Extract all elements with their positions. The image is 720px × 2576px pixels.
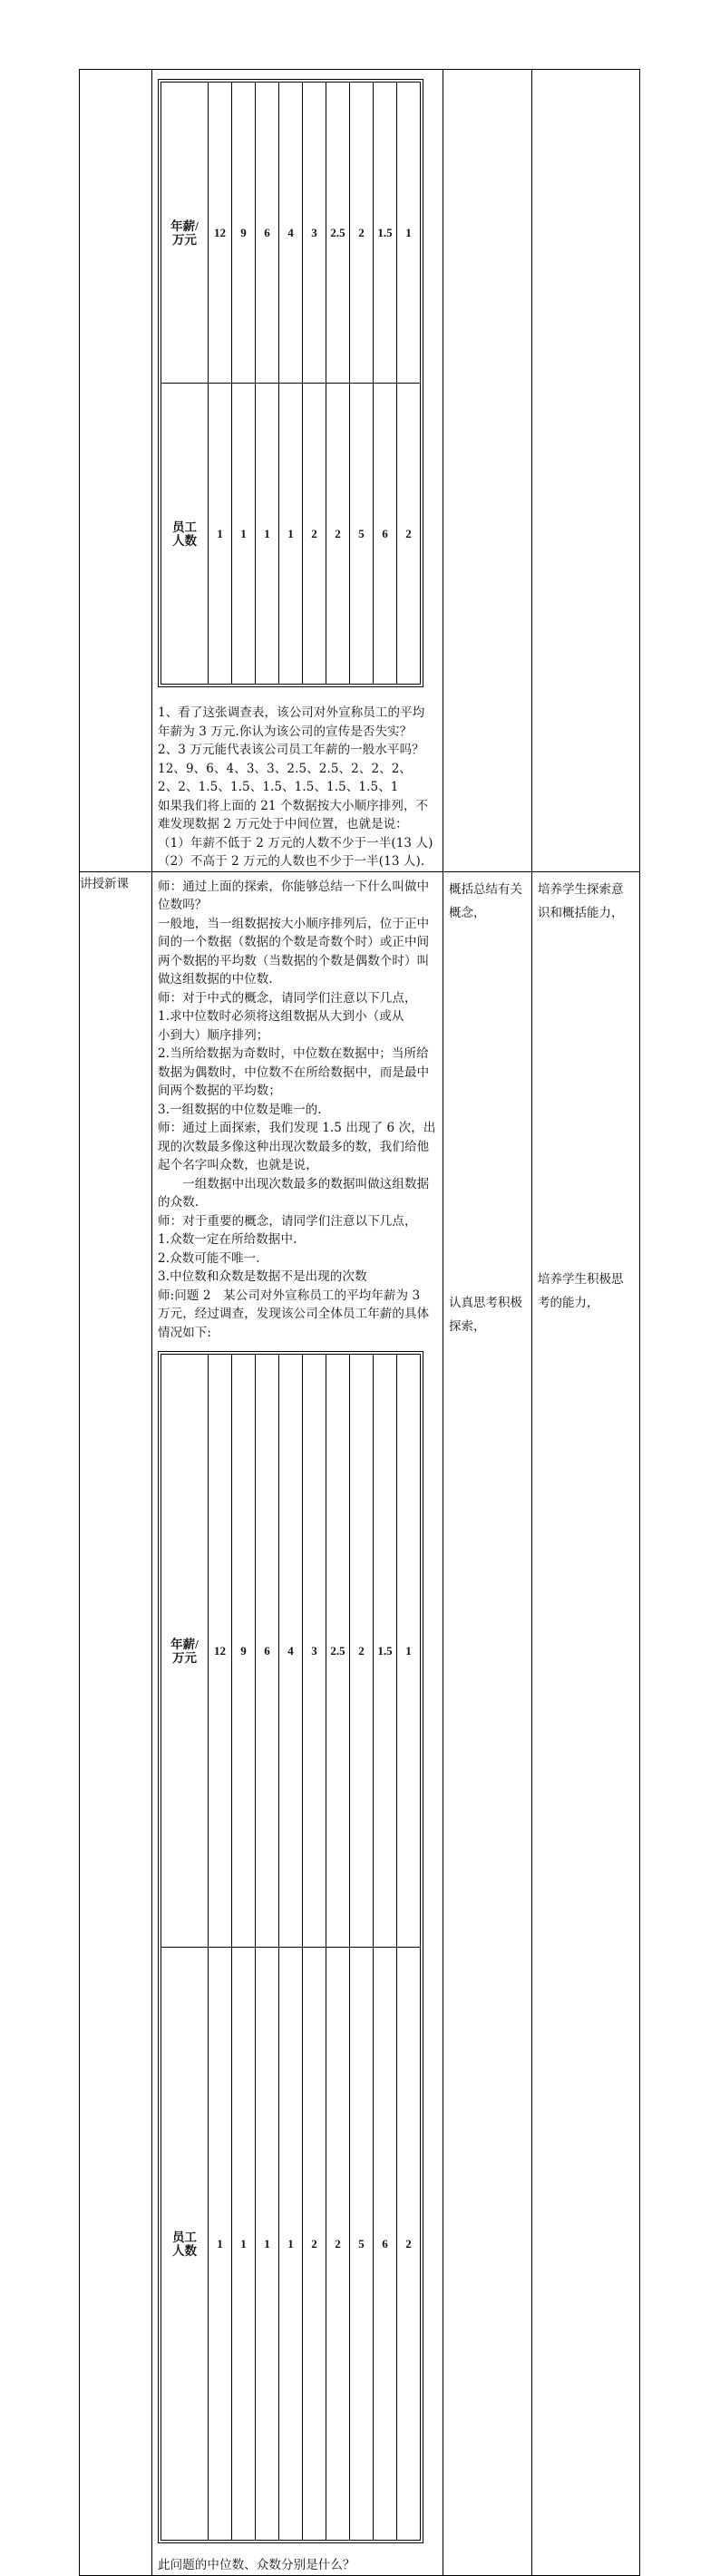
lesson-plan-table: [79, 69, 640, 2576]
lesson-text-line: 2.当所给数据为奇数时，中位数在数据中；当所给: [158, 1046, 429, 1061]
employee-count-cell: 2: [303, 384, 326, 685]
employee-count-cell: 6: [374, 1948, 397, 2541]
employee-count-label: 员工 人数: [161, 1948, 209, 2541]
salary-value-cell: 9: [232, 83, 256, 384]
lesson-text-line: 一般地，当一组数据按大小顺序排列后，位于正中: [158, 916, 430, 931]
exploration-text: [152, 698, 443, 871]
salary-value-cell: 1: [397, 83, 421, 384]
salary-header-label: 年薪/ 万元: [161, 1355, 209, 1948]
lesson-text-line: 情况如下:: [158, 1325, 212, 1340]
salary-header-row: [161, 83, 421, 384]
lesson-row-exploration: [80, 70, 640, 872]
student-activity-cell-empty: [443, 70, 532, 872]
lesson-text-line: 师：通过上面的探索，你能够总结一下什么叫做中: [158, 879, 430, 894]
employee-count-cell: 1: [232, 1948, 256, 2541]
salary-value-cell: 1.5: [374, 83, 397, 384]
content-cell-new-lesson: [152, 871, 443, 2575]
employee-count-cell: 2: [326, 384, 350, 685]
lesson-text-line: 师：对于重要的概念，请同学们注意以下几点，: [158, 1213, 417, 1229]
student-activity-2: 认真思考积极探索，: [449, 1295, 522, 1334]
student-activity-1: 概括总结有关概念，: [449, 881, 522, 920]
design-intent-cell-empty: [532, 70, 640, 872]
employee-count-label: 员工 人数: [161, 384, 209, 685]
lesson-text-line: 做这组数据的中位数.: [158, 972, 273, 987]
lesson-text-line: 3.中位数和众数是数据不是出现的次数: [158, 1269, 367, 1284]
stage-cell-empty: [80, 70, 152, 872]
salary-count-row: [161, 1948, 421, 2541]
lesson-text: [152, 872, 443, 1343]
question-block: [152, 2554, 443, 2575]
lesson-text-line: 1.众数一定在所给数据中.: [158, 1232, 297, 1247]
employee-count-cell: 5: [350, 384, 374, 685]
salary-value-cell: 2: [350, 1355, 374, 1948]
exploration-text-line: （2）不高于 2 万元的人数也不少于一半(13 人).: [158, 854, 425, 869]
salary-value-cell: 12: [209, 1355, 232, 1948]
salary-value-cell: 6: [256, 83, 279, 384]
design-intent-2: 培养学生积极思考的能力，: [538, 1271, 624, 1310]
salary-value-cell: 6: [256, 1355, 279, 1948]
exploration-text-line: 12、9、6、4、3、3、2.5、2.5、2、2、2、: [158, 761, 413, 776]
lesson-text-line: 2.众数可能不唯一.: [158, 1250, 260, 1266]
employee-count-cell: 1: [209, 384, 232, 685]
salary-value-cell: 2.5: [326, 1355, 350, 1948]
lesson-text-line: 小到大）顺序排列；: [158, 1027, 269, 1043]
salary-value-cell: 1.5: [374, 1355, 397, 1948]
lesson-text-line: 1.求中位数时必须将这组数据从大到小（或从: [158, 1009, 404, 1024]
lesson-text-line: 万元，经过调查，发现该公司全体员工年薪的具体: [158, 1307, 430, 1321]
employee-count-cell: 2: [303, 1948, 326, 2541]
salary-value-cell: 2: [350, 83, 374, 384]
employee-count-cell: 1: [256, 384, 279, 685]
employee-count-cell: 5: [350, 1948, 374, 2541]
salary-count-row: [161, 384, 421, 685]
employee-count-cell: 1: [279, 384, 303, 685]
exploration-text-line: 年薪为 3 万元.你认为该公司的宣传是否失实？: [158, 724, 413, 739]
salary-value-cell: 3: [303, 83, 326, 384]
salary-survey-table-2: [161, 1354, 421, 2541]
salary-value-cell: 2.5: [326, 83, 350, 384]
salary-value-cell: 1: [397, 1355, 421, 1948]
question-text: 此问题的中位数、众数分别是什么？: [158, 2558, 355, 2572]
lesson-text-line: 3.一组数据的中位数是唯一的.: [158, 1102, 322, 1117]
content-cell-exploration: [152, 70, 443, 872]
exploration-text-line: 难发现数据 2 万元处于中间位置，也就是说：: [158, 817, 408, 831]
employee-count-cell: 1: [232, 384, 256, 685]
employee-count-cell: 6: [374, 384, 397, 685]
salary-table-frame-2: [158, 1351, 423, 2543]
salary-value-cell: 9: [232, 1355, 256, 1948]
employee-count-cell: 1: [279, 1948, 303, 2541]
exploration-text-line: （1）年薪不低于 2 万元的人数不少于一半(13 人): [158, 835, 433, 851]
salary-header-label: 年薪/ 万元: [161, 83, 209, 384]
salary-value-cell: 4: [279, 83, 303, 384]
exploration-text-line: 2、2、1.5、1.5、1.5、1.5、1.5、1.5、1: [158, 780, 399, 794]
lesson-text-line: 的众数.: [158, 1195, 199, 1210]
lesson-text-line: 现的次数最多像这种出现次数最多的数，我们给他: [158, 1139, 430, 1154]
lesson-text-line: 两个数据的平均数（当数据的个数是偶数个时）叫: [158, 953, 430, 968]
design-intent-1: 培养学生探索意识和概括能力，: [538, 881, 624, 920]
salary-value-cell: 3: [303, 1355, 326, 1948]
exploration-text-line: 2、3 万元能代表该公司员工年薪的一般水平吗？: [158, 743, 424, 757]
lesson-row-new-lesson: [80, 871, 640, 2575]
salary-value-cell: 12: [209, 83, 232, 384]
salary-value-cell: 4: [279, 1355, 303, 1948]
employee-count-cell: 2: [397, 384, 421, 685]
lesson-text-line: 间的一个数据（数据的个数是奇数个时）或正中间: [158, 935, 430, 949]
lesson-text-line: 师：通过上面探索，我们发现 1.5 出现了 6 次，出: [158, 1121, 436, 1135]
lesson-text-line: 一组数据中出现次数最多的数据叫做这组数据: [158, 1176, 430, 1191]
employee-count-cell: 2: [326, 1948, 350, 2541]
salary-header-row: [161, 1355, 421, 1948]
lesson-text-line: 师:问题 2 某公司对外宣称员工的平均年薪为 3: [158, 1288, 421, 1303]
student-activity-cell: [443, 871, 532, 2575]
lesson-text-line: 起个名字叫众数，也就是说，: [158, 1158, 318, 1172]
exploration-text-line: 1、看了这张调查表，该公司对外宣称员工的平均: [158, 705, 425, 720]
salary-table-frame: [158, 79, 423, 687]
lesson-text-line: 数据为偶数时，中位数不在所给数据中，而是最中: [158, 1064, 430, 1080]
lesson-text-line: 间两个数据的平均数；: [158, 1084, 281, 1098]
lesson-text-line: 师：对于中式的概念，请同学们注意以下几点，: [158, 990, 417, 1006]
employee-count-cell: 1: [209, 1948, 232, 2541]
employee-count-cell: 2: [397, 1948, 421, 2541]
stage-label: 讲授新课: [80, 871, 152, 2575]
lesson-text-line: 位数吗？: [158, 898, 208, 912]
employee-count-cell: 1: [256, 1948, 279, 2541]
design-intent-cell: [532, 871, 640, 2575]
exploration-text-line: 如果我们将上面的 21 个数据按大小顺序排列，不: [158, 798, 429, 813]
salary-survey-table: [161, 82, 421, 685]
